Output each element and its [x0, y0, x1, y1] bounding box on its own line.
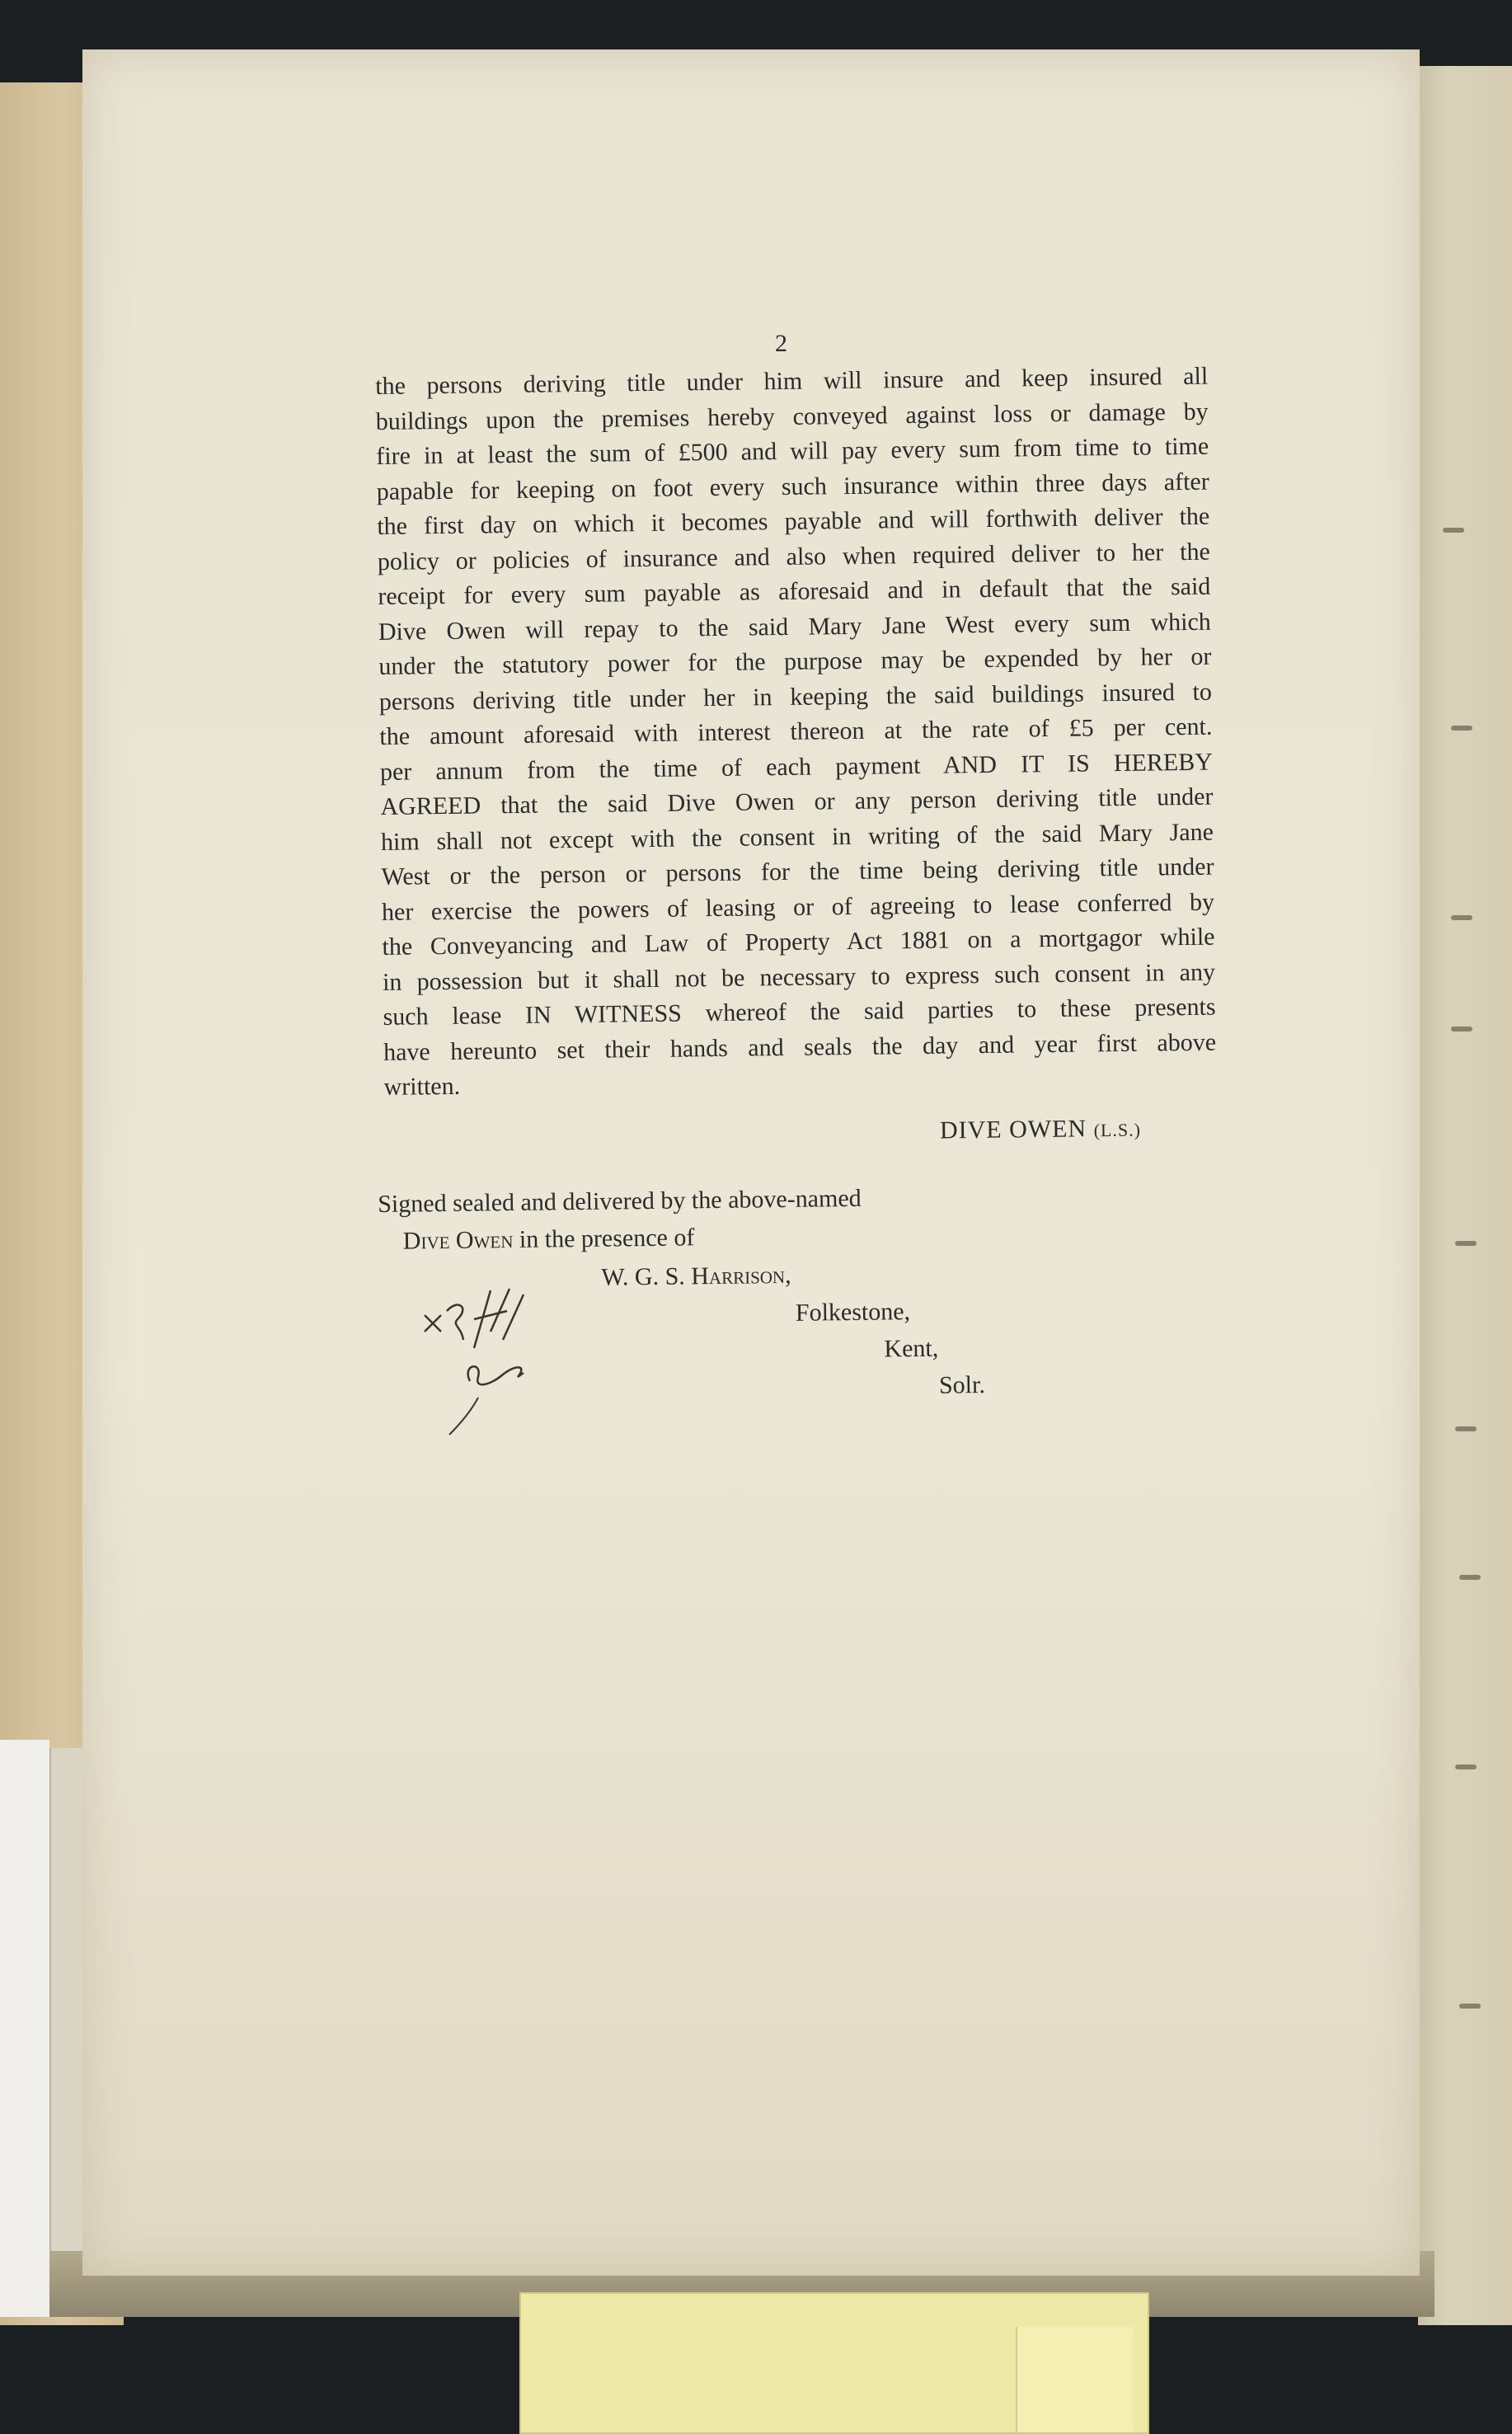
- right-page-stack: [1418, 66, 1512, 2325]
- signature-block: [940, 1115, 1141, 1145]
- body-line: have hereunto set their hands and seals the day and year first above: [383, 1028, 1217, 1066]
- binding-stitch: [1443, 528, 1464, 533]
- body-line: the Conveyancing and Law of Property Act 1881 on a mortgagor while: [382, 923, 1215, 961]
- binding-stitch: [1451, 915, 1472, 920]
- binding-stitch: [1459, 1575, 1481, 1580]
- body-line: receipt for every sum payable as aforesaid and in default that the said: [378, 572, 1211, 610]
- handwritten-annotation: [412, 1282, 552, 1447]
- witness-town: Folkestone,: [795, 1298, 911, 1327]
- attestation-line: [403, 1220, 695, 1258]
- seal-mark: (L.S.): [1093, 1119, 1142, 1141]
- body-line: written.: [383, 1072, 461, 1101]
- body-line: per annum from the time of each payment AND IT IS HEREBY: [379, 748, 1214, 786]
- body-line: policy or policies of insurance and also when required deliver to her the: [377, 538, 1210, 576]
- body-line: buildings upon the premises hereby conveyed against loss or damage by: [375, 397, 1209, 435]
- body-line: him shall not except with the consent in writing of the said Mary Jane: [380, 818, 1214, 856]
- yellow-bookmark-tab: [519, 2292, 1149, 2434]
- body-line: AGREED that the said Dive Owen or any person deriving title under: [380, 782, 1214, 820]
- binding-stitch: [1459, 2004, 1481, 2009]
- body-line: in possession but it shall not be necessary to express such consent in any: [382, 958, 1216, 996]
- body-line: under the statutory power for the purpose may be expended by her or: [378, 642, 1212, 680]
- attestation-party-name: Dive Owen: [402, 1225, 514, 1255]
- witness-title: Solr.: [938, 1371, 986, 1399]
- witness-name: W. G. S. Harrison,: [601, 1261, 791, 1291]
- body-line: the first day on which it becomes payable and will forthwith deliver the: [377, 502, 1210, 540]
- binding-stitch: [1455, 1241, 1477, 1246]
- attestation-line: Signed sealed and delivered by the above-named: [378, 1184, 862, 1218]
- body-line: the amount aforesaid with interest thereon at the rate of £5 per cent.: [379, 712, 1213, 750]
- body-line: West or the person or persons for the time being deriving title under: [381, 853, 1214, 890]
- binding-stitch: [1455, 1764, 1477, 1769]
- body-line: persons deriving title under her in keeping the said buildings insured to: [378, 678, 1213, 716]
- deed-body-text: [375, 359, 1217, 1106]
- body-line: fire in at least the sum of £500 and will pay every sum from time to time: [376, 432, 1209, 470]
- body-line: such lease IN WITNESS whereof the said parties to these presents: [383, 993, 1216, 1031]
- body-line: the persons deriving title under him will insure and keep insured all: [375, 362, 1209, 400]
- body-line: Dive Owen will repay to the said Mary Jane West every sum which: [378, 608, 1212, 646]
- yellow-tab-fold: [1016, 2327, 1133, 2432]
- binding-stitch: [1451, 1027, 1472, 1031]
- page-number: 2: [775, 330, 787, 357]
- body-line: papable for keeping on foot every such insurance within three days after: [376, 468, 1209, 505]
- left-edge-strip: [0, 1740, 49, 2317]
- attestation-presence-text: in the presence of: [513, 1224, 695, 1253]
- binding-stitch: [1455, 1426, 1477, 1431]
- body-line: her exercise the powers of leasing or of agreeing to lease conferred by: [381, 888, 1215, 926]
- signatory-name: DIVE OWEN: [939, 1115, 1087, 1144]
- witness-county: Kent,: [884, 1334, 939, 1363]
- binding-stitch: [1451, 726, 1472, 731]
